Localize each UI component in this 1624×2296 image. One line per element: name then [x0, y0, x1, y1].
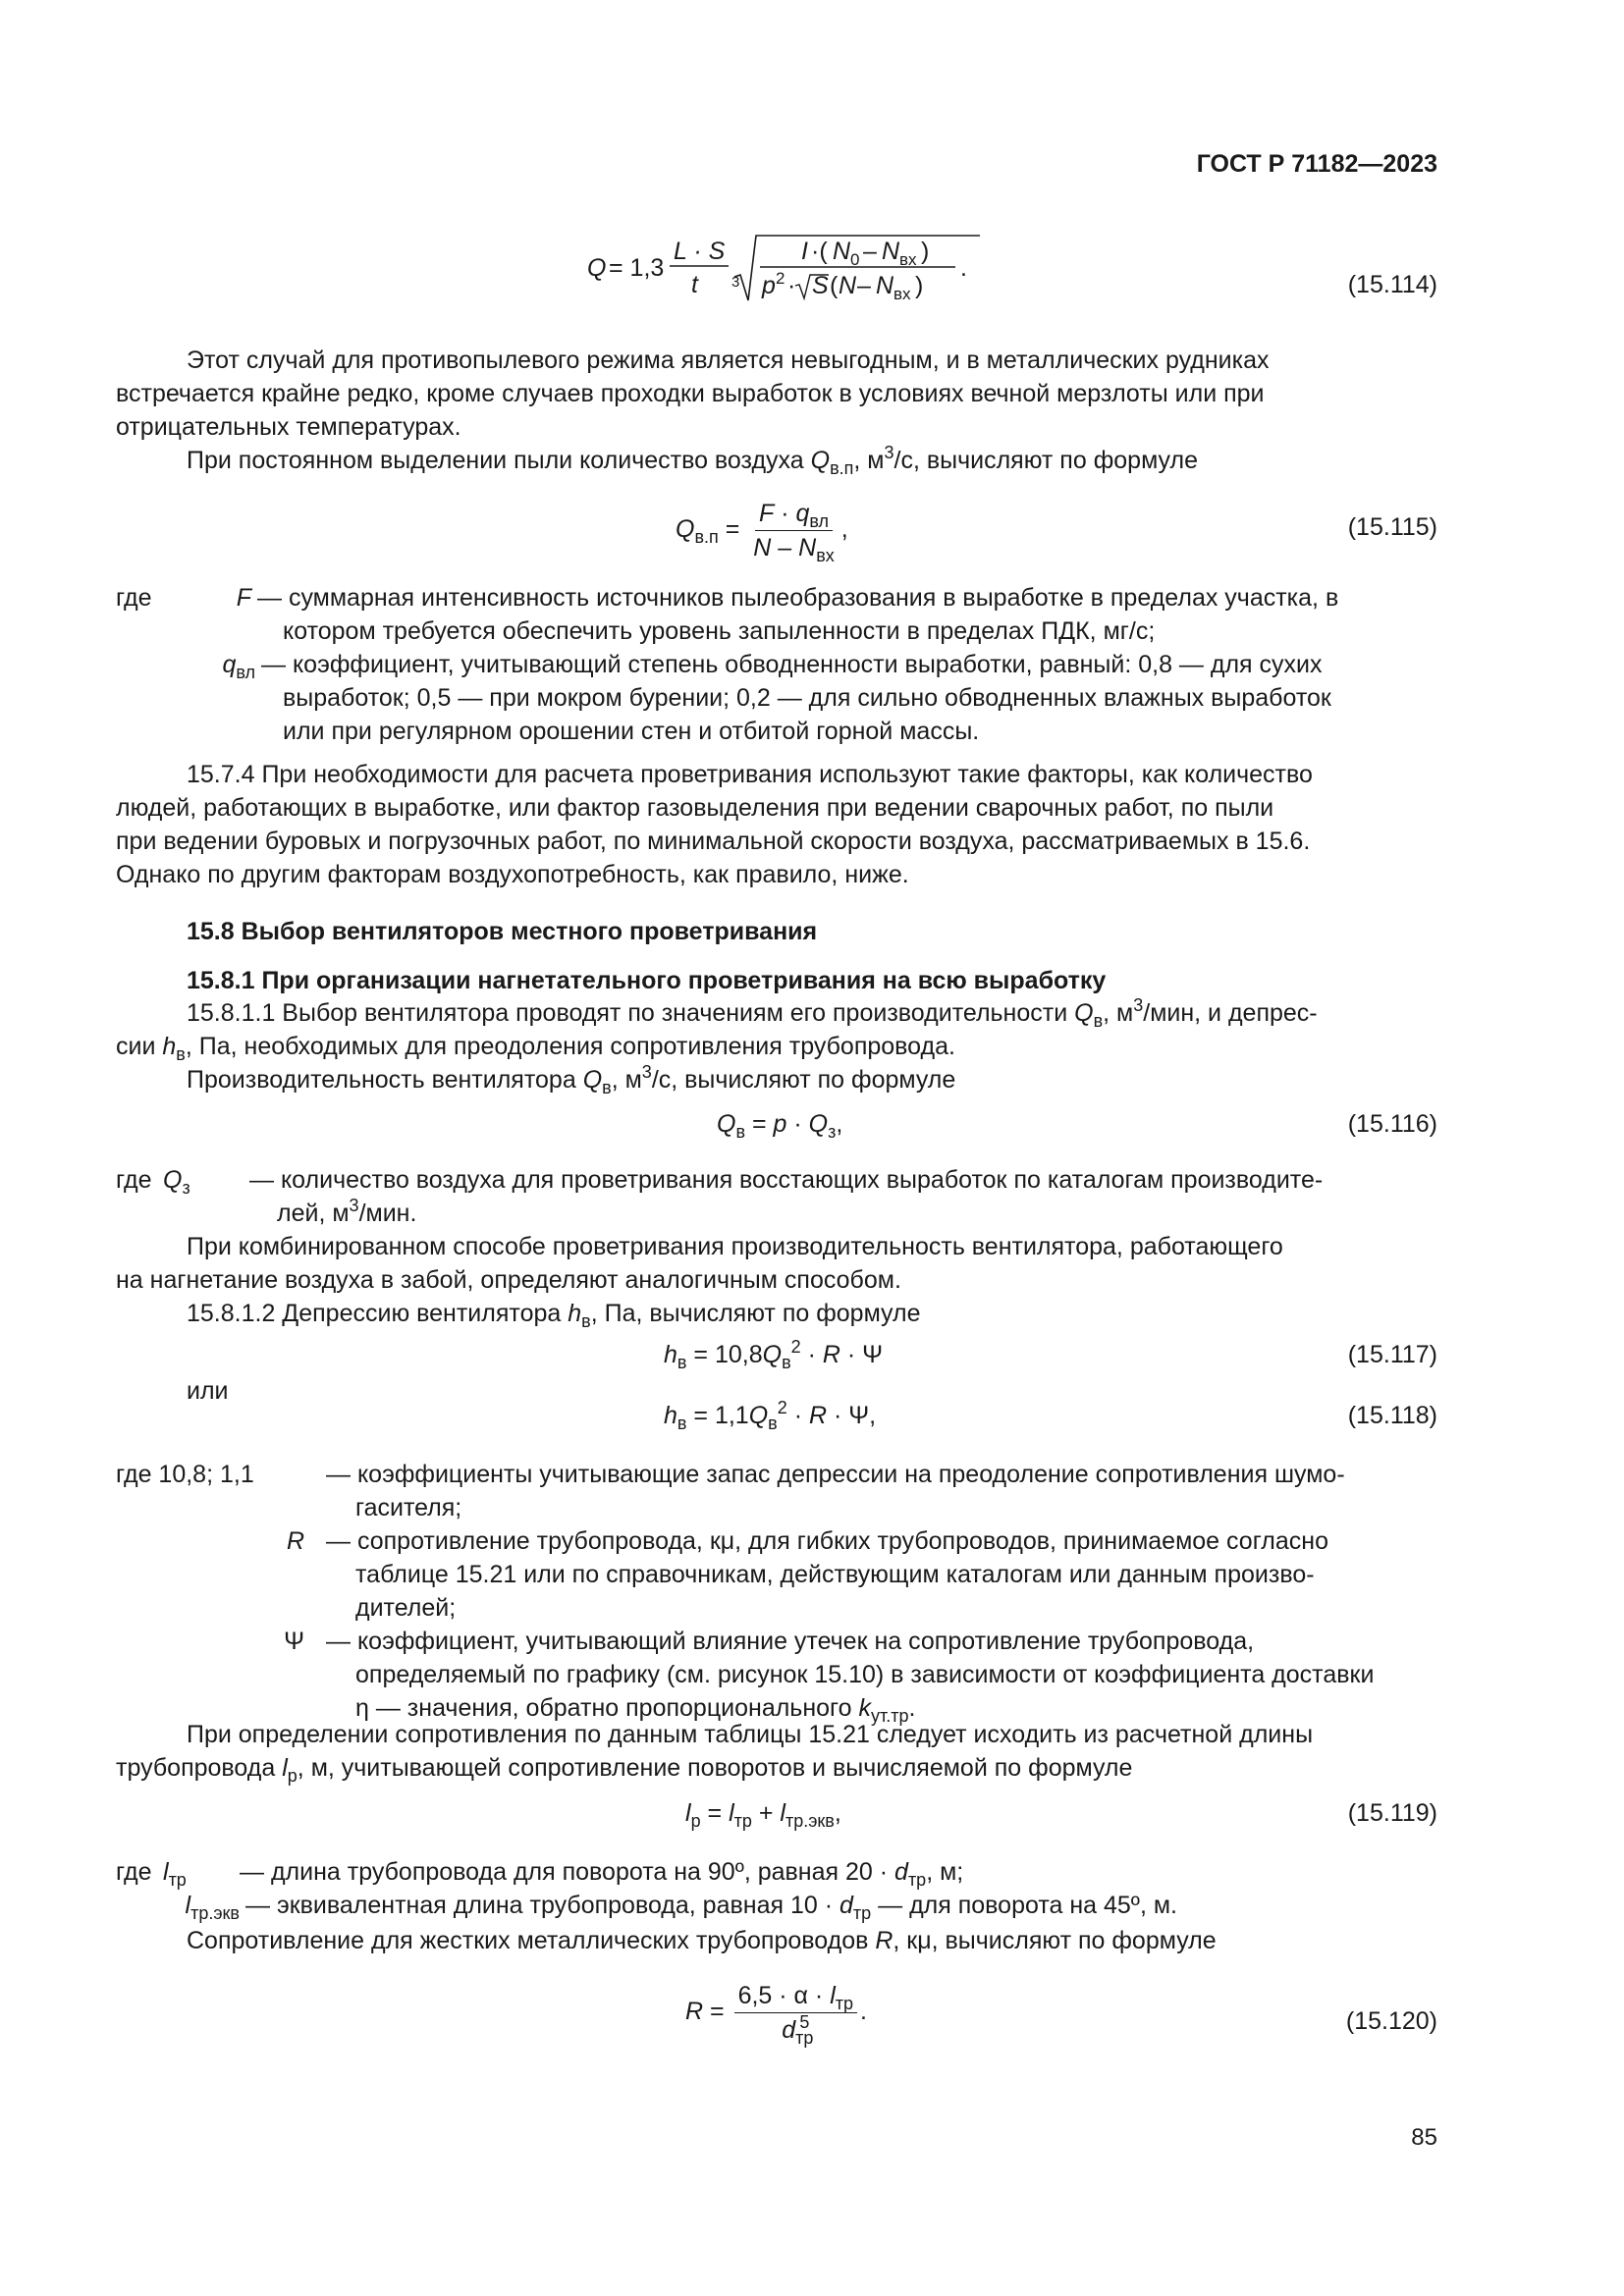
definition-text: — эквивалентная длина трубопровода, равная $10 \cdot d_{тр}$ — для поворота на 45º, м.	[245, 1892, 1177, 1923]
svg-text:·: ·	[787, 272, 796, 299]
svg-text:–: –	[857, 272, 871, 299]
paragraph	[116, 758, 1437, 891]
definition-item	[116, 1524, 1437, 1558]
symbol: $Q_з$	[163, 1166, 190, 1198]
equation-number: (15.115)	[1347, 513, 1437, 541]
section-heading: 15.8 Выбор вентиляторов местного проветривания	[187, 918, 818, 945]
svg-text:·(: ·(	[811, 238, 828, 265]
equation-number: (15.117)	[1347, 1341, 1437, 1368]
definition-item	[116, 1855, 1437, 1889]
svg-text:I: I	[801, 238, 808, 265]
definition-text: — коэффициент, учитывающий степень обводненности выработки, равный: 0,8 — для сухих	[261, 651, 1323, 678]
text-span: , вычисляют по формуле	[912, 447, 1198, 474]
text-line: Однако по другим факторам воздухопотребность, как правило, ниже.	[116, 861, 909, 888]
formula-15-115: $Q_{в.п}$ = $\frac{F \cdot q_{вл}}{N - N_{вх}}$ ,	[676, 500, 848, 565]
text-span: При постоянном выделении пыли количество воздуха	[187, 447, 811, 474]
definition-text: η — значения, обратно пропорционального $k_{ут.тр}$.	[355, 1694, 916, 1726]
definition-item	[116, 1625, 1437, 1658]
equation-15-117	[116, 1338, 1437, 1377]
indent	[116, 715, 283, 748]
text-span: лей, м	[277, 1200, 350, 1227]
definition-item	[116, 1591, 1437, 1625]
page-number: 85	[1411, 2124, 1437, 2151]
paragraph	[116, 996, 1437, 1096]
symbol: $l_{тр}$	[163, 1858, 187, 1890]
text-line: трубопровода $l_р$, м, учитывающей сопротивление поворотов и вычисляемой по формуле	[116, 1754, 1133, 1786]
text-span: , Па, необходимых для преодоления сопротивления трубопровода.	[185, 1033, 955, 1060]
svg-text:p: p	[762, 272, 776, 299]
definition-text: — длина трубопровода для поворота на 90º, равная $20 \cdot d_{тр}$, м;	[240, 1858, 964, 1890]
definition-text: или при регулярном орошении стен и отбитой горной массы.	[283, 718, 980, 745]
svg-text:N: N	[833, 238, 851, 265]
indent	[116, 1558, 355, 1591]
svg-text:t: t	[691, 271, 698, 298]
definition-text: котором требуется обеспечить уровень запыленности в пределах ПДК, мг/с;	[283, 617, 1156, 645]
indent	[116, 1591, 355, 1625]
svg-text:): )	[915, 272, 924, 299]
definition-text: лей, $м^3$/мин.	[277, 1196, 417, 1227]
definition-text: — сопротивление трубопровода, кμ, для гибких трубопроводов, принимаемое согласно	[326, 1527, 1328, 1555]
svg-text:3: 3	[731, 274, 740, 291]
text-line: при ведении буровых и погрузочных работ, по минимальной скорости воздуха, рассматриваемых в 15.6.	[116, 828, 1311, 855]
definition-item	[116, 1491, 1437, 1524]
paragraph	[116, 444, 1437, 477]
symbol: $q_{вл}$	[222, 651, 255, 682]
equation-15-120	[116, 1981, 1437, 2059]
where-label: где 10,8; 1,1	[116, 1461, 254, 1488]
paragraph	[116, 1718, 1437, 1785]
formula-15-119: $l_р = l_{тр} + l_{тр.экв}$,	[685, 1799, 841, 1831]
definition-item	[116, 1458, 1437, 1491]
text-span: — длина трубопровода для поворота на 90º, равная 20 ·	[240, 1858, 895, 1886]
equation-number: (15.116)	[1347, 1110, 1437, 1138]
indent	[116, 1197, 277, 1230]
svg-text:Q: Q	[587, 254, 607, 282]
text-span: /мин, и депрес-	[1143, 999, 1318, 1027]
equation-15-116	[116, 1107, 1437, 1147]
definition-text: — количество воздуха для проветривания восстающих выработок по каталогам производите-	[249, 1166, 1324, 1194]
definition-list	[116, 581, 1437, 748]
formula-15-114	[587, 230, 980, 313]
formula-15-114-svg	[587, 230, 980, 304]
text-line: встречается крайне редко, кроме случаев проходки выработок в условиях вечной мерзлоты или при	[116, 380, 1265, 407]
equation-15-114	[116, 234, 1437, 302]
formula-15-117: $h_в = 10,8Q_в^2 \cdot R \cdot \Psi$	[664, 1337, 884, 1372]
fraction: $\frac{F \cdot q_{вл}}{N - N_{вх}}$	[753, 500, 835, 565]
svg-text:(: (	[830, 272, 839, 299]
definition-item	[116, 614, 1437, 648]
text-span: сии	[116, 1033, 163, 1060]
equation-number: (15.118)	[1347, 1402, 1437, 1429]
definition-text: таблице 15.21 или по справочникам, действующим каталогам или данным произво-	[355, 1561, 1315, 1588]
formula-15-118: $h_в = 1,1Q_в^2 \cdot R \cdot \Psi$,	[664, 1398, 877, 1433]
equation-number: (15.114)	[1347, 271, 1437, 298]
definition-text: гасителя;	[355, 1494, 462, 1522]
equation-15-115	[116, 499, 1437, 567]
svg-text:N: N	[876, 272, 894, 299]
text-line: сии $h_в$, Па, необходимых для преодоления сопротивления трубопровода.	[116, 1033, 955, 1064]
subsection-heading: 15.8.1 При организации нагнетательного проветривания на всю выработку	[187, 967, 1107, 994]
definition-item	[116, 1163, 1437, 1197]
paragraph	[116, 1230, 1437, 1330]
definition-item	[116, 1889, 1437, 1922]
text-span: 15.8.1.2 Депрессию вентилятора	[187, 1300, 568, 1327]
definition-text: определяемый по графику (см. рисунок 15.10) в зависимости от коэффициента доставки	[355, 1661, 1375, 1688]
svg-text:N: N	[839, 272, 857, 299]
text-span: , м;	[926, 1858, 964, 1886]
text-span: , кμ, вычисляют по формуле	[893, 1927, 1217, 1954]
svg-text:N: N	[882, 238, 900, 265]
text-line: на нагнетание воздуха в забой, определяют аналогичным способом.	[116, 1266, 901, 1294]
svg-text:.: .	[960, 254, 967, 282]
text-line: При определении сопротивления по данным таблицы 15.21 следует исходить из расчетной длины	[187, 1721, 1314, 1748]
text-span: , Па, вычисляют по формуле	[590, 1300, 921, 1327]
indent	[116, 614, 283, 648]
definition-list	[116, 1458, 1437, 1725]
equation-15-118	[116, 1399, 1437, 1438]
indent	[116, 1658, 355, 1691]
definition-text: — коэффициенты учитывающие запас депрессии на преодоление сопротивления шумо-	[326, 1461, 1345, 1488]
text-span: /с, вычисляют по формуле	[651, 1066, 956, 1094]
definition-item	[116, 1558, 1437, 1591]
definition-item	[116, 581, 1437, 614]
text-span: — эквивалентная длина трубопровода, равная 10 ·	[245, 1892, 839, 1919]
definition-list	[116, 1163, 1437, 1230]
text-line: Производительность вентилятора $Q_в$, $м^3/с$, вычисляют по формуле	[187, 1062, 956, 1097]
document-header: ГОСТ Р 71182—2023	[1196, 150, 1437, 178]
svg-text:–: –	[863, 238, 877, 265]
svg-text:0: 0	[850, 250, 860, 269]
definition-text	[257, 581, 1437, 614]
text-line: 15.8.1.2 Депрессию вентилятора $h_в$, Па, вычисляют по формуле	[187, 1300, 921, 1331]
indent	[116, 681, 283, 715]
definition-item	[116, 1197, 1437, 1230]
definition-item	[116, 715, 1437, 748]
text-span: — для поворота на 45º, м.	[871, 1892, 1177, 1919]
svg-text:L · S: L · S	[674, 238, 726, 265]
definition-item	[116, 648, 1437, 681]
symbol: $l_{тр.экв}$	[185, 1892, 240, 1923]
symbol: F	[236, 584, 251, 612]
definition-item	[116, 681, 1437, 715]
text-line: 15.7.4 При необходимости для расчета проветривания используют такие факторы, как количество	[187, 761, 1313, 788]
where-label: где	[116, 584, 152, 612]
symbol: R	[286, 1527, 304, 1555]
text-line: Этот случай для противопылевого режима является невыгодным, и в металлических рудниках	[187, 347, 1270, 374]
svg-text:S: S	[812, 272, 829, 299]
equation-15-119	[116, 1796, 1437, 1836]
svg-text:= 1,3: = 1,3	[609, 254, 665, 282]
formula-15-116: $Q_в = p \cdot Q_з$,	[717, 1110, 843, 1142]
text-line: При постоянном выделении пыли количество воздуха $Q_{в.п}$, $м^3/с$, вычисляют по формуле	[187, 443, 1198, 478]
symbol: Ψ	[284, 1628, 304, 1655]
text-span: 15.8.1.1 Выбор вентилятора проводят по значениям его производительности	[187, 999, 1075, 1027]
text-line: При комбинированном способе проветривания производительность вентилятора, работающего	[187, 1233, 1283, 1260]
definition-item	[116, 1658, 1437, 1691]
text-line: 15.8.1.1 Выбор вентилятора проводят по значениям его производительности $Q_в$, $м^3$/мин, и депрес-	[187, 995, 1318, 1031]
text-line: Сопротивление для жестких металлических трубопроводов R, кμ, вычисляют по формуле	[187, 1927, 1217, 1954]
svg-text:2: 2	[776, 269, 785, 288]
svg-text:вх: вх	[899, 250, 917, 269]
text-span: , м, учитывающей сопротивление поворотов и вычисляемой по формуле	[297, 1754, 1133, 1782]
text-span: Производительность вентилятора	[187, 1066, 583, 1094]
indent	[116, 1491, 355, 1524]
definition-list	[116, 1855, 1437, 1922]
text-line: людей, работающих в выработке, или фактор газовыделения при ведении сварочных работ, по пыли	[116, 794, 1274, 822]
where-label: где	[116, 1166, 152, 1194]
or-word: или	[187, 1377, 229, 1405]
definition-text: дителей;	[355, 1594, 457, 1622]
svg-text:вх: вх	[893, 285, 911, 303]
where-label: где	[116, 1858, 152, 1886]
fraction: $\frac{6,5 \cdot \alpha \cdot l_{тр}}{d_{тр}^5}$	[734, 1981, 857, 2045]
text-span: η — значения, обратно пропорционального	[355, 1694, 859, 1722]
definition-text: выработок; 0,5 — при мокром бурении; 0,2 — для сильно обводненных влажных выработок	[283, 684, 1331, 712]
equation-number: (15.120)	[1345, 2007, 1437, 2035]
text-span: Сопротивление для жестких металлических трубопроводов	[187, 1927, 876, 1954]
paragraph	[116, 1924, 1437, 1957]
paragraph	[116, 344, 1437, 444]
formula-15-120: R = $\frac{6,5 \cdot \alpha \cdot l_{тр}}{d_{тр}^5}$ .	[685, 1982, 867, 2048]
text-span: трубопровода	[116, 1754, 283, 1782]
definition-text: — коэффициент, учитывающий влияние утечек на сопротивление трубопровода,	[326, 1628, 1255, 1655]
text-line: отрицательных температурах.	[116, 413, 461, 441]
svg-text:): )	[921, 238, 930, 265]
text-span: — суммарная интенсивность источников пылеобразования в выработке в пределах участка, в	[257, 584, 1339, 612]
equation-number: (15.119)	[1347, 1799, 1437, 1827]
